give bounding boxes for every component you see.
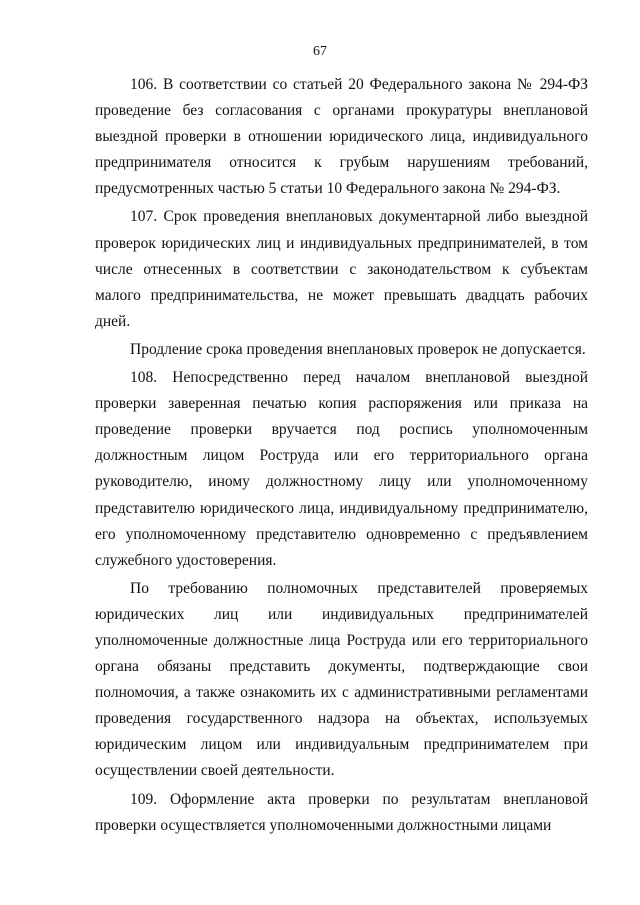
paragraph-108-requirements: По требованию полномочных представителей проверяемых юридических лиц или индивидуальных предпринимателей уполномоченные должностные лица Роструда или его территориального органа обязаны представить документы, подтверждающие свои полномочия, а также ознакомить их с административными регламентами проведения государственного надзора на объектах, используемых юридическим лицом или индивидуальным предпринимателем при осуществлении своей деятельности. — [95, 579, 588, 780]
paragraph-109: 109. Оформление акта проверки по результатам внеплановой проверки осуществляется уполномоченными должностными лицами — [95, 790, 588, 834]
page-number: 67 — [313, 44, 327, 59]
paragraph-107-extension: Продление срока проведения внеплановых проверок не допускается. — [130, 340, 586, 358]
paragraph-108: 108. Непосредственно перед началом внеплановой выездной проверки заверенная печатью копия распоряжения или приказа на проведение проверки вручается под роспись уполномоченным должностным лицом Роструда или его территориального органа руководителю, иному должностному лицу или уполномоченному представителю юридического лица, индивидуальному предпринимателю, его уполномоченному представителю одновременно с предъявлением служебного удостоверения. — [95, 369, 588, 569]
document-body — [95, 72, 588, 839]
paragraph-107: 107. Срок проведения внеплановых документарной либо выездной проверок юридических лиц и индивидуальных предпринимателей, в том числе отнесенных в соответствии с законодательством к субъектам малого предпринимательства, не может превышать двадцать рабочих дней. — [95, 208, 588, 330]
paragraph-106: 106. В соответствии со статьей 20 Федерального закона № 294-ФЗ проведение без согласования с органами прокуратуры внеплановой выездной проверки в отношении юридического лица, индивидуального предпринимателя относится к грубым нарушениям требований, предусмотренных частью 5 статьи 10 Федерального закона № 294-ФЗ. — [95, 76, 588, 198]
